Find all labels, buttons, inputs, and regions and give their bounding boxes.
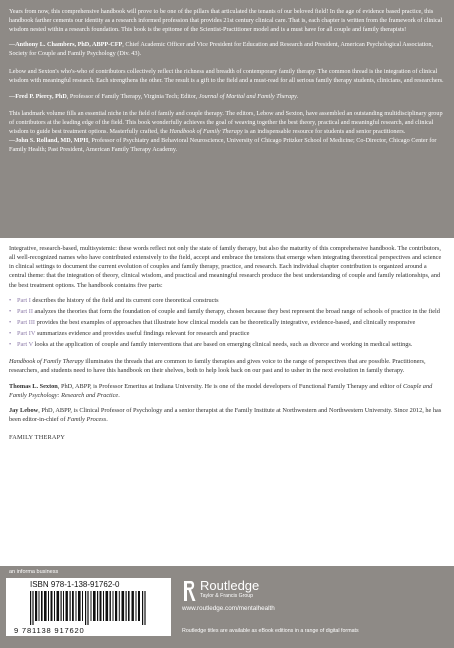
part-label: Part II <box>17 307 33 315</box>
barcode-panel <box>6 578 171 636</box>
list-item <box>9 318 445 327</box>
barcode-icon <box>30 591 150 625</box>
endorsement-text: Years from now, this comprehensive handbook will prove to be one of the pillars that articulated the tenants of our beloved field! In the age of evidence based practice, this handbook farther cements our identity as a research informed profession that provides 21st century clinical care. That is, each chapter is written from the framework of clinical wisdom nested within a research foundation. This book is the epitome of the Scientist-Practitioner model and is a must have for all couple and family therapists! <box>9 8 443 33</box>
editor-work-title: Couple and Family Psychology: Research and Practice <box>9 382 433 399</box>
endorser-affiliation: , Professor of Family Therapy, Virginia Tech; Editor, <box>66 92 199 100</box>
part-label: Part I <box>17 296 31 304</box>
editor-name: Thomas L. Sexton <box>9 382 58 390</box>
description-intro: Integrative, research-based, multisystemic: these words reflect not only the state of family therapy, but also the maturity of this comprehensive handbook. The contributors, all well-recognized names who have contributed extensively to the field, accept and embrace the tensions that emerge when integrating theoretical perspectives and science in clinical settings to document the current evolution of couples and family therapy, practice, and research. Each individual chapter contribution is organized around a central theme: that the integration of theory, clinical wisdom, and practical and meaningful research produce the best understanding of couple and family relationships, and the best treatment options. The handbook contains five parts: <box>9 245 442 289</box>
bullet-icon: • <box>9 296 12 304</box>
editor-bio-text: , PhD, ABPP, is Clinical Professor of Psychology and a senior therapist at the Family Institute at Northwestern and Northwestern University. Since 2012, he has been editor-in-chief of <box>9 406 442 423</box>
endorser-name: —John S. Rolland, MD, MPH <box>9 136 89 144</box>
ebook-note: Routledge titles are available as eBook editions in a range of digital formats <box>182 628 359 634</box>
endorsement-attribution <box>9 93 445 102</box>
list-item <box>9 296 445 305</box>
journal-title: Journal of Marital and Family Therapy <box>198 92 297 100</box>
bullet-icon: • <box>9 318 12 326</box>
endorser-affiliation: , Professor of Psychiatry and Behavioral Neuroscience, University of Chicago Pritzker School of Medicine; Co-Director, Chicago Center for Family Health; Past President, American Family Therapy Academy. <box>9 136 437 153</box>
list-item <box>9 340 445 349</box>
editor-bio-text: , PhD, ABPP, is Professor Emeritus at Indiana University. He is one of the model developers of Functional Family Therapy and editor of <box>57 382 404 390</box>
part-description: provides the best examples of approaches that illustrate how clinical models can be theoretically integrative, evidence-based, and clinically responsive <box>35 318 416 326</box>
bullet-icon: • <box>9 341 12 349</box>
bullet-icon: • <box>9 307 12 315</box>
publisher-name: Routledge <box>200 578 260 593</box>
book-title: Handbook of Family Therapy <box>9 358 84 366</box>
endorsements-panel <box>0 0 454 238</box>
endorsement-text <box>9 110 445 136</box>
publisher-website: www.routledge.com/mentalhealth <box>182 605 275 612</box>
punctuation: . <box>118 391 120 399</box>
book-description <box>9 244 445 441</box>
endorser-affiliation: , Chief Academic Officer and Vice President for Education and Research and President, American Psychological Association, Society for Couple and Family Psychology (Div. 43). <box>9 41 434 58</box>
editor-name: Jay Lebow <box>9 406 39 414</box>
part-label: Part IV <box>17 330 36 337</box>
bullet-icon: • <box>9 330 12 337</box>
closing-text: illuminates the threads that are common to family therapies and gives voice to the range of perspectives that are possible. Practitioners, researchers, and students need to have this handbook on their shelves, both to help look back on our past and to usher in the next evolution in family therapy. <box>9 358 426 375</box>
part-label: Part V <box>17 341 34 349</box>
part-description: looks at the application of couple and family interventions that are based on emerging clinical needs, such as divorce and working in medical settings. <box>33 341 413 349</box>
publisher-group: Taylor & Francis Group <box>200 593 254 599</box>
part-description: describes the history of the field and its current core theoretical constructs <box>30 296 219 304</box>
book-title: Handbook of Family Therapy <box>169 127 243 135</box>
editor-bio <box>9 382 445 400</box>
list-item <box>9 307 445 316</box>
barcode-number: 9 781138 917620 <box>14 626 85 635</box>
list-item <box>9 329 445 338</box>
endorsement-text-part: This landmark volume fills an essential niche in the field of family and couple therapy. The editors, Lebow and Sexton, have assembled an outstanding multidisciplinary group of contributors at the leading edge of the field. This book wonderfully achieves the goal of weaving together the best theory, practical and meaningful research, and clinical wisdom to guide best treatment options. Masterfully crafted, the <box>9 110 443 135</box>
isbn-label: ISBN 978-1-138-91762-0 <box>30 580 120 589</box>
endorser-name: —Anthony L. Chambers, PhD, ABPP-CFP <box>9 41 123 49</box>
back-cover-footer <box>0 566 454 648</box>
subject-category: FAMILY THERAPY <box>9 434 66 441</box>
endorsement-attribution <box>9 41 445 59</box>
punctuation: . <box>296 92 299 100</box>
editor-bio <box>9 406 445 424</box>
punctuation: . <box>106 415 108 423</box>
part-label: Part III <box>17 318 36 326</box>
informa-tagline: an informa business <box>9 569 59 575</box>
editor-work-title: Family Process <box>67 415 107 423</box>
endorsement-text-part: is an indispensable resource for students and senior practitioners. <box>242 127 406 135</box>
description-closing <box>9 357 445 375</box>
endorsement-text: Lebow and Sexton's who's-who of contributors collectively reflect the richness and breadth of contemporary family therapy. The common thread is the integration of clinical wisdom with meaningful research. Each strengthens the other. The result is a gift to the field and a must-read for all serious family therapy students, clinicians, and researchers. <box>9 67 444 84</box>
routledge-logo-icon <box>182 580 197 602</box>
endorser-name: —Fred P. Piercy, PhD <box>9 92 67 100</box>
part-description: analyzes the theories that form the foundation of couple and family therapy, chosen because they best represent the broad range of schools of practice in the field <box>32 307 440 315</box>
endorsement-attribution <box>9 137 445 155</box>
parts-list <box>9 296 445 350</box>
part-description: summarizes evidence and provides useful findings relevant for research and practice <box>35 330 250 337</box>
